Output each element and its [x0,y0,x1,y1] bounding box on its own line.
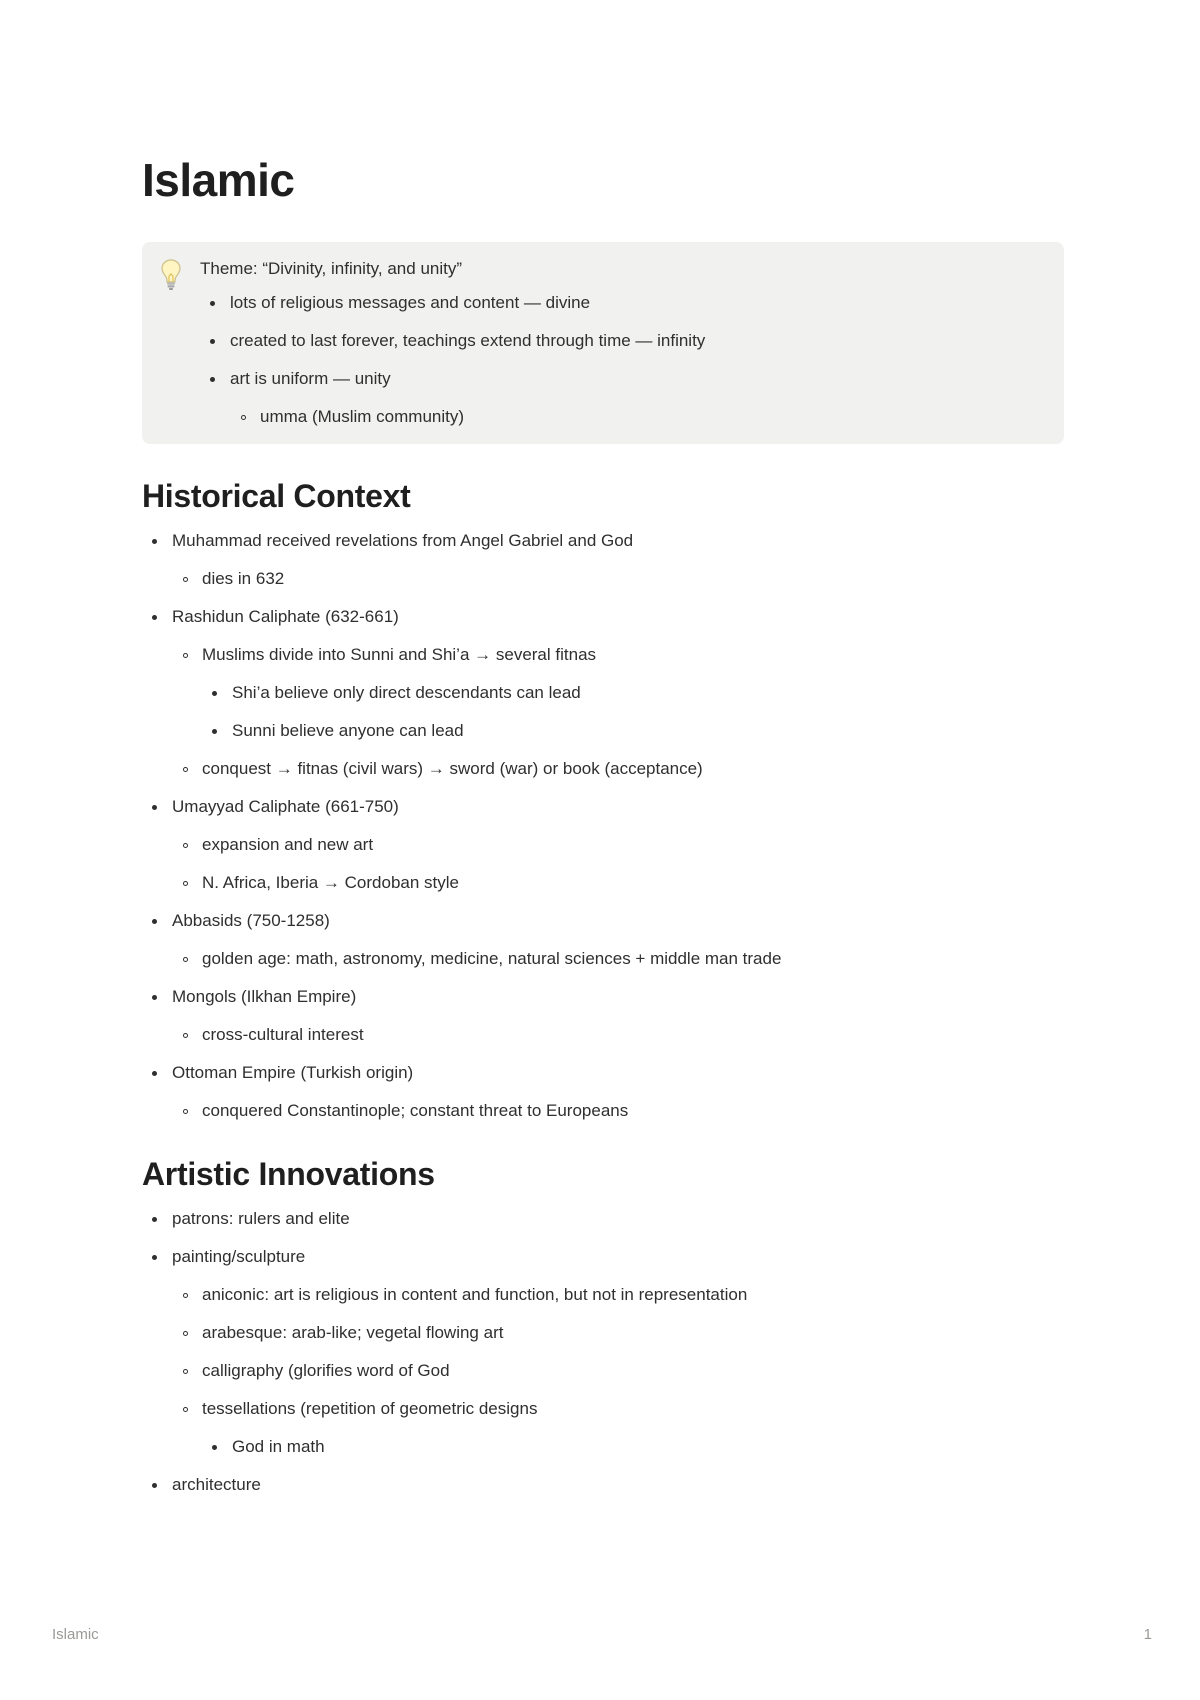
bullet-square [212,1445,217,1450]
list-item-text: created to last forever, teachings extend through time — infinity [230,331,706,350]
list-item-text: calligraphy (glorifies word of God [202,1361,450,1380]
list-item [172,1396,1064,1460]
bullet-circle [183,767,188,772]
list-item-text: conquered Constantinople; constant threat to Europeans [202,1101,629,1120]
bullet-disc [152,615,157,620]
nested-list [172,1022,1064,1048]
list-item-text: Abbasids (750-1258) [172,911,330,930]
bullet-disc [152,539,157,544]
nested-list [172,832,1064,896]
list-item-text: dies in 632 [202,569,285,588]
list-item-text: Sunni believe anyone can lead [232,721,464,740]
section-heading-historical-context: Historical Context [142,478,411,514]
list-item-text: Shi’a believe only direct descendants can lead [232,683,581,702]
list-item [172,756,1064,782]
list-item [202,718,1064,744]
bullet-disc [210,339,215,344]
nested-list [230,404,1044,430]
historical-context-list [142,528,1064,1124]
list-item [202,680,1064,706]
bullet-circle [183,1109,188,1114]
bullet-circle [183,843,188,848]
list-item [202,1434,1064,1460]
list-item [172,1358,1064,1384]
list-item [172,832,1064,858]
section-heading-artistic-innovations: Artistic Innovations [142,1156,435,1192]
bullet-circle [183,1369,188,1374]
footer-page-number: 1 [1143,1626,1152,1643]
bullet-circle [241,415,246,420]
bullet-circle [183,1293,188,1298]
list-item [172,1022,1064,1048]
list-item-text: tessellations (repetition of geometric designs [202,1399,538,1418]
list-item [172,870,1064,896]
list-item [172,642,1064,744]
list-item [142,794,1064,896]
callout-body [200,256,1044,430]
list-item [172,946,1064,972]
list-item [200,366,1044,430]
nested-list [202,680,1064,744]
bullet-circle [183,957,188,962]
list-item-text: expansion and new art [202,835,374,854]
list-item [172,566,1064,592]
bullet-circle [183,577,188,582]
list-item-text: arabesque: arab-like; vegetal flowing art [202,1323,504,1342]
nested-list [172,1098,1064,1124]
list-item-text: art is uniform — unity [230,369,391,388]
list-item-text: umma (Muslim community) [260,407,465,426]
bullet-disc [152,1217,157,1222]
list-item-text: Umayyad Caliphate (661-750) [172,797,399,816]
list-item [172,1098,1064,1124]
callout-heading: Theme: “Divinity, infinity, and unity” [200,259,463,278]
list-item-text: aniconic: art is religious in content and function, but not in representation [202,1285,748,1304]
list-item-text: golden age: math, astronomy, medicine, natural sciences + middle man trade [202,949,782,968]
bullet-circle [183,653,188,658]
list-item-text: Muslims divide into Sunni and Shi’a → several fitnas [202,645,597,664]
bullet-square [212,729,217,734]
list-item-text: Rashidun Caliphate (632-661) [172,607,399,626]
document-page [142,150,1064,1498]
list-item [172,1282,1064,1308]
bullet-square [212,691,217,696]
list-item [142,908,1064,972]
list-item [172,1320,1064,1346]
page-title: Islamic [142,154,295,206]
list-item-text: Mongols (Ilkhan Empire) [172,987,357,1006]
list-item [142,604,1064,782]
list-item-text: cross-cultural interest [202,1025,364,1044]
list-item [142,1060,1064,1124]
bullet-disc [152,1255,157,1260]
footer-document-name: Islamic [52,1626,99,1643]
nested-list [172,1282,1064,1460]
list-item-text: architecture [172,1475,261,1494]
bullet-disc [210,377,215,382]
list-item-text: Ottoman Empire (Turkish origin) [172,1063,414,1082]
bullet-circle [183,1331,188,1336]
bullet-disc [210,301,215,306]
lightbulb-icon [160,256,186,297]
bullet-disc [152,1071,157,1076]
bullet-disc [152,1483,157,1488]
theme-callout [142,242,1064,444]
bullet-circle [183,1033,188,1038]
list-item-text: Muhammad received revelations from Angel Gabriel and God [172,531,634,550]
list-item-text: God in math [232,1437,325,1456]
list-item [200,290,1044,316]
list-item [230,404,1044,430]
list-item-text: patrons: rulers and elite [172,1209,350,1228]
bullet-disc [152,995,157,1000]
bullet-disc [152,805,157,810]
list-item-text: conquest → fitnas (civil wars) → sword (war) or book (acceptance) [202,759,703,778]
list-item-text: painting/sculpture [172,1247,306,1266]
list-item [142,984,1064,1048]
nested-list [172,642,1064,782]
bullet-disc [152,919,157,924]
list-item [142,1472,1064,1498]
list-item [142,528,1064,592]
nested-list [172,946,1064,972]
list-item-text: lots of religious messages and content — divine [230,293,591,312]
callout-list [200,290,1044,430]
nested-list [172,566,1064,592]
bullet-circle [183,1407,188,1412]
artistic-innovations-list [142,1206,1064,1498]
list-item [142,1244,1064,1460]
list-item [142,1206,1064,1232]
nested-list [202,1434,1064,1460]
bullet-circle [183,881,188,886]
list-item-text: N. Africa, Iberia → Cordoban style [202,873,460,892]
list-item [200,328,1044,354]
